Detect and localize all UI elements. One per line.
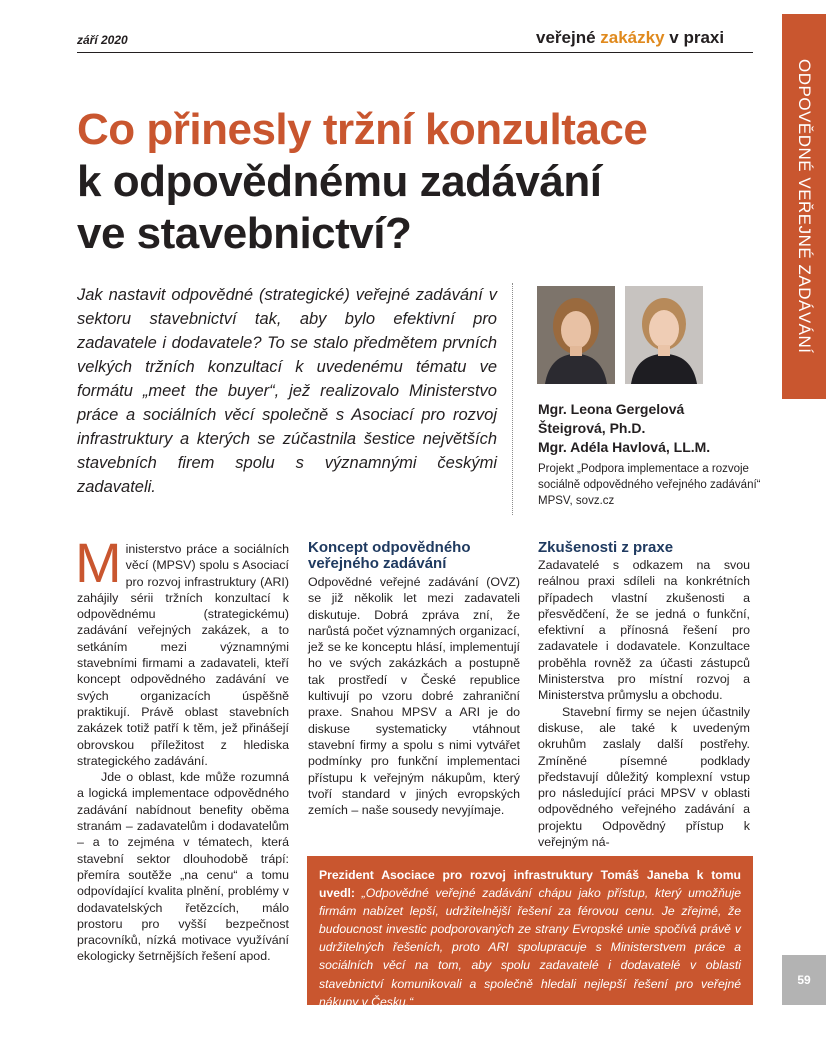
column-1-paragraph-2: Jde o oblast, kde může rozumná a logická implementace odpovědného zadávání nabídnout benefity oběma stranám – zadavatelům i dodavatelům – a to zejména v tématech, která stavební sektor dlouhodobě trápí: přemíra soutěže „na cenu“ a tomu odpovídající kvalita plnění, problémy v dodavatelských řetězcích, málo prostoru pro vyšší bezpečnost pracovníků, nízká motivace využívání ekologicky šetrnějších řešení apod. xyxy=(77,770,289,964)
article-column-3 xyxy=(538,557,750,850)
quote-lead-in: Prezident Asociace pro rozvoj infrastruktury Tomáš Janeba k tomu uvedl: xyxy=(319,868,741,901)
author-photo-2 xyxy=(625,286,703,384)
title-line-2: k odpovědnému zadávání xyxy=(77,157,602,206)
column-3-paragraph-1: Zadavatelé s odkazem na svou reálnou praxi sdíleli na konkrétních případech vlastní zkušenosti a přesvědčení, že se jedná o funkční, efektivní a přínosná řešení pro zadavatele i dodavatele. Konzultace proběhla rovněž za účasti zástupců Ministerstva pro místní rozvoj a Ministerstva průmyslu a obchodu. xyxy=(538,558,750,703)
article-column-1 xyxy=(75,531,289,965)
author-2-name: Mgr. Adéla Havlová, LL.M. xyxy=(538,439,711,455)
quote-body: „Odpovědné veřejné zadávání chápu jako přístup, který umožňuje firmám nabízet lepší, udržitelnější řešení za férovou cenu. Je zřejmé, že budoucnost investic podporovaných ze strany Evropské unie spočívá právě v udržitelných řešeních, proto ARI spolupracuje s Ministerstvem práce a sociálních věcí na tom, aby spolu zadavatelé i dodavatelé v oblasti stavebnictví komunikovali a společně hledali nejlepší řešení pro veřejné nákupy v Česku.“ xyxy=(319,886,741,1009)
quote-box xyxy=(307,856,753,1009)
section-heading-concept: Koncept odpovědného veřejného zadávání xyxy=(308,539,471,572)
title-line-3: ve stavebnictví? xyxy=(77,209,412,258)
portrait-icon xyxy=(537,286,615,384)
quote-text xyxy=(319,866,741,1011)
section-heading-experience: Zkušenosti z praxe xyxy=(538,539,674,556)
section-side-bar xyxy=(782,14,826,399)
author-1-line-1: Mgr. Leona Gergelová xyxy=(538,401,685,417)
page-number-badge xyxy=(782,955,826,1005)
magazine-brand xyxy=(536,28,724,48)
article-title xyxy=(77,104,777,260)
column-2-paragraph-1: Odpovědné veřejné zadávání (OVZ) se již několik let mezi zadavateli diskutuje. Dobrá zpráva zní, že narůstá počet významných organizací, jež se ke konceptu hlásí, implementují ho ve svých zakázkách a postupně tak prostředí v České republice kultivují po vzoru dobré zahraniční praxe. Snahou MPSV a ARI je do diskuse systematicky vtáhnout stavební firmy a spolu s nimi vytvářet podmínky pro funkční implementaci přístupu k veřejným nákupům, který tvoří standard v jiných evropských zemích – naše sousedy nevyjímaje. xyxy=(308,575,520,818)
column-3-paragraph-2: Stavební firmy se nejen účastnily diskuse, ale také k uvedeným okruhům zaslaly další postřehy. Zmíněné písemné podklady představují důležitý komplexní vstup pro následující práci MPSV v oblasti odpovědného veřejného zadávání a projektu Odpovědný přístup k veřejným ná- xyxy=(538,704,750,850)
header-rule xyxy=(77,52,753,53)
author-photo-1 xyxy=(537,286,615,384)
drop-cap: M xyxy=(75,531,122,594)
brand-accent: zakázky xyxy=(600,28,665,47)
issue-date: září 2020 xyxy=(77,33,128,47)
article-column-2 xyxy=(308,574,520,818)
title-line-1: Co přinesly tržní konzultace xyxy=(77,105,648,154)
lead-divider xyxy=(512,283,513,515)
author-1-name xyxy=(538,400,684,438)
article-lead: Jak nastavit odpovědné (strategické) veřejné zadávání v sektoru stavebnictví tak, aby bylo efektivní pro zadavatele i dodavatele? To se stalo předmětem prvních velkých tržních konzultací k uvedenému tématu ve formátu „meet the buyer“, jež realizovalo Ministerstvo práce a sociálních věcí společně s Asociací pro rozvoj infrastruktury a kterých se zúčastnila šestice největších stavebních firem spolu s významnými českými zadavateli. xyxy=(77,286,497,496)
author-1-line-2: Šteigrová, Ph.D. xyxy=(538,420,646,436)
brand-part2: v praxi xyxy=(664,28,725,47)
project-credit: Projekt „Podpora implementace a rozvoje sociálně odpovědného veřejného zadávání“ MPSV, sovz.cz xyxy=(538,463,761,507)
page-number: 59 xyxy=(797,973,811,987)
portrait-icon xyxy=(625,286,703,384)
column-1-paragraph-1: inisterstvo práce a sociálních věcí (MPSV) spolu s Asociací pro rozvoj infrastruktury (ARI) zahájily sérii tržních konzultací k odpovědnému (strategickému) zadávání veřejných zakázek, a to setkáním mezi významnými stavebními firmami a zadavateli, kteří koncept odpovědného zadávání ve svých organizacích úspěšně praktikují. Právě oblast stavebních zakázek totiž patří k těm, jež přinášejí obrovskou příležitost z hlediska strategického zadávání. xyxy=(77,542,289,768)
brand-part1: veřejné xyxy=(536,28,601,47)
section-label: ODPOVĚDNÉ VEŘEJNÉ ZADÁVÁNÍ xyxy=(795,59,814,354)
